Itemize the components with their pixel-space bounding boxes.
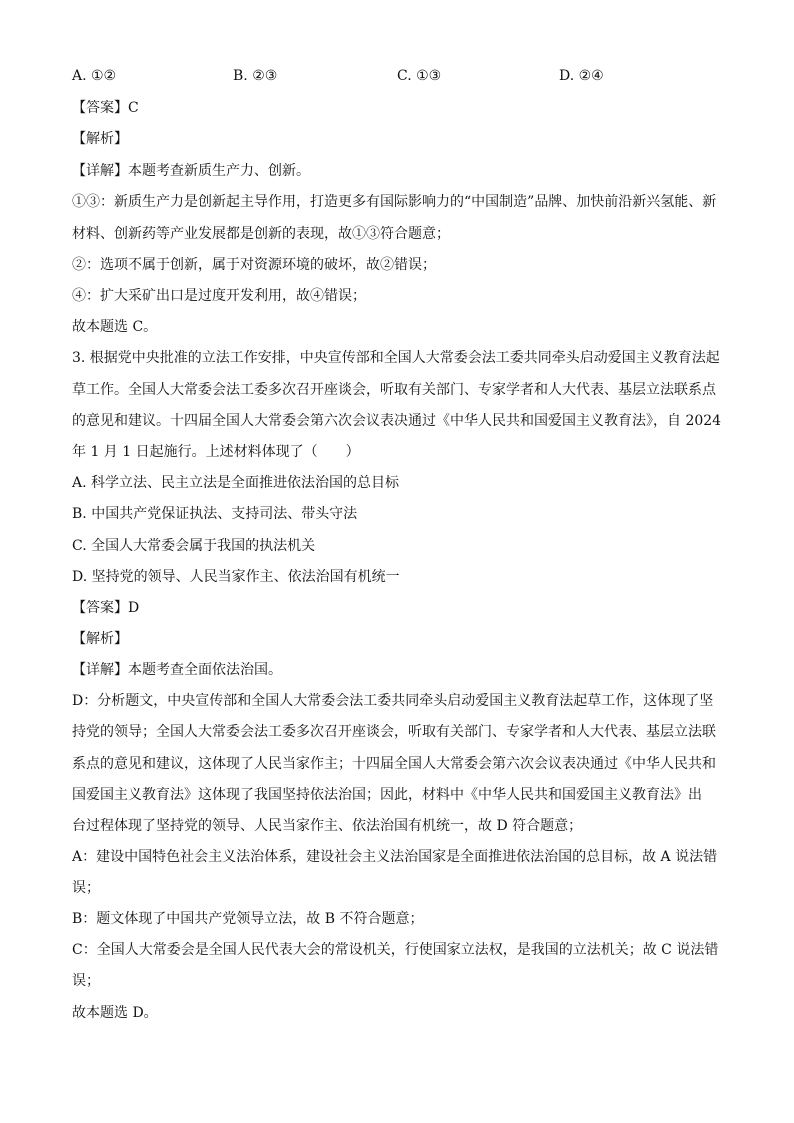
explanation-3-line: 误； <box>72 973 100 989</box>
question-3-text: 3. 根据党中央批准的立法工作安排，中央宣传部和全国人大常委会法工委共同牵头启动爱国主义教育法起 <box>72 350 720 366</box>
explanation-3-line: A：建设中国特色社会主义法治体系，建设社会主义法治国家是全面推进依法治国的总目标，故 A 说法错 <box>72 849 718 865</box>
explanation-3-line: 系点的意见和建议，这体现了人民当家作主；十四届全国人大常委会第六次会议表决通过《中华人民共和 <box>72 756 716 772</box>
explanation-2-line: ①③：新质生产力是创新起主导作用，打造更多有国际影响力的“中国制造”品牌、加快前沿新兴氢能、新 <box>72 194 717 210</box>
question-3-option-d: D. 坚持党的领导、人民当家作主、依法治国有机统一 <box>72 569 400 585</box>
prev-option-c: C. ①③ <box>397 68 442 84</box>
question-3-text: 的意见和建议。十四届全国人大常委会第六次会议表决通过《中华人民共和国爱国主义教育法》，自 2024 <box>72 413 722 429</box>
prev-option-b: B. ②③ <box>233 68 278 84</box>
explanation-3-line: 国爱国主义教育法》这体现了我国坚持依法治国；因此，材料中《中华人民共和国爱国主义教育法》出 <box>72 787 702 803</box>
prev-option-a: A. ①② <box>72 68 117 84</box>
explanation-3-line: C：全国人大常委会是全国人民代表大会的常设机关，行使国家立法权，是我国的立法机关；故 C 说法错 <box>72 942 719 958</box>
question-3-option-c: C. 全国人大常委会属于我国的执法机关 <box>72 538 316 554</box>
question-3-option-b: B. 中国共产党保证执法、支持司法、带头守法 <box>72 506 358 522</box>
detail-2: 【详解】本题考查新质生产力、创新。 <box>72 163 310 179</box>
explanation-3-line: 台过程体现了坚持党的领导、人民当家作主、依法治国有机统一，故 D 符合题意； <box>72 818 583 834</box>
detail-3: 【详解】本题考查全面依法治国。 <box>72 662 282 678</box>
explanation-3-line: 误； <box>72 880 100 896</box>
explanation-3-line: D：分析题文，中央宣传部和全国人大常委会法工委共同牵头启动爱国主义教育法起草工作，这体现了坚 <box>72 693 714 709</box>
explanation-2-line: 材料、创新药等产业发展都是创新的表现，故①③符合题意； <box>72 226 450 242</box>
explanation-2-line: ④：扩大采矿出口是过度开发利用，故④错误； <box>72 288 366 304</box>
prev-option-d: D. ②④ <box>559 68 604 84</box>
explanation-2-line: ②：选项不属于创新，属于对资源环境的破坏，故②错误； <box>72 257 436 273</box>
analysis-2: 【解析】 <box>72 131 128 147</box>
analysis-3: 【解析】 <box>72 631 128 647</box>
answer-2: 【答案】C <box>72 100 139 116</box>
explanation-2-line: 故本题选 C。 <box>72 319 158 335</box>
answer-3: 【答案】D <box>72 600 140 616</box>
question-3-text: 草工作。全国人大常委会法工委多次召开座谈会，听取有关部门、专家学者和人大代表、基层立法联系点 <box>72 382 716 398</box>
question-3-option-a: A. 科学立法、民主立法是全面推进依法治国的总目标 <box>72 475 400 491</box>
explanation-3-line: 故本题选 D。 <box>72 1005 158 1021</box>
explanation-3-line: B：题文体现了中国共产党领导立法，故 B 不符合题意； <box>72 911 424 927</box>
question-3-text: 年 1 月 1 日起施行。上述材料体现了（ ） <box>72 444 360 460</box>
explanation-3-line: 持党的领导；全国人大常委会法工委多次召开座谈会，听取有关部门、专家学者和人大代表、基层立法联 <box>72 724 716 740</box>
